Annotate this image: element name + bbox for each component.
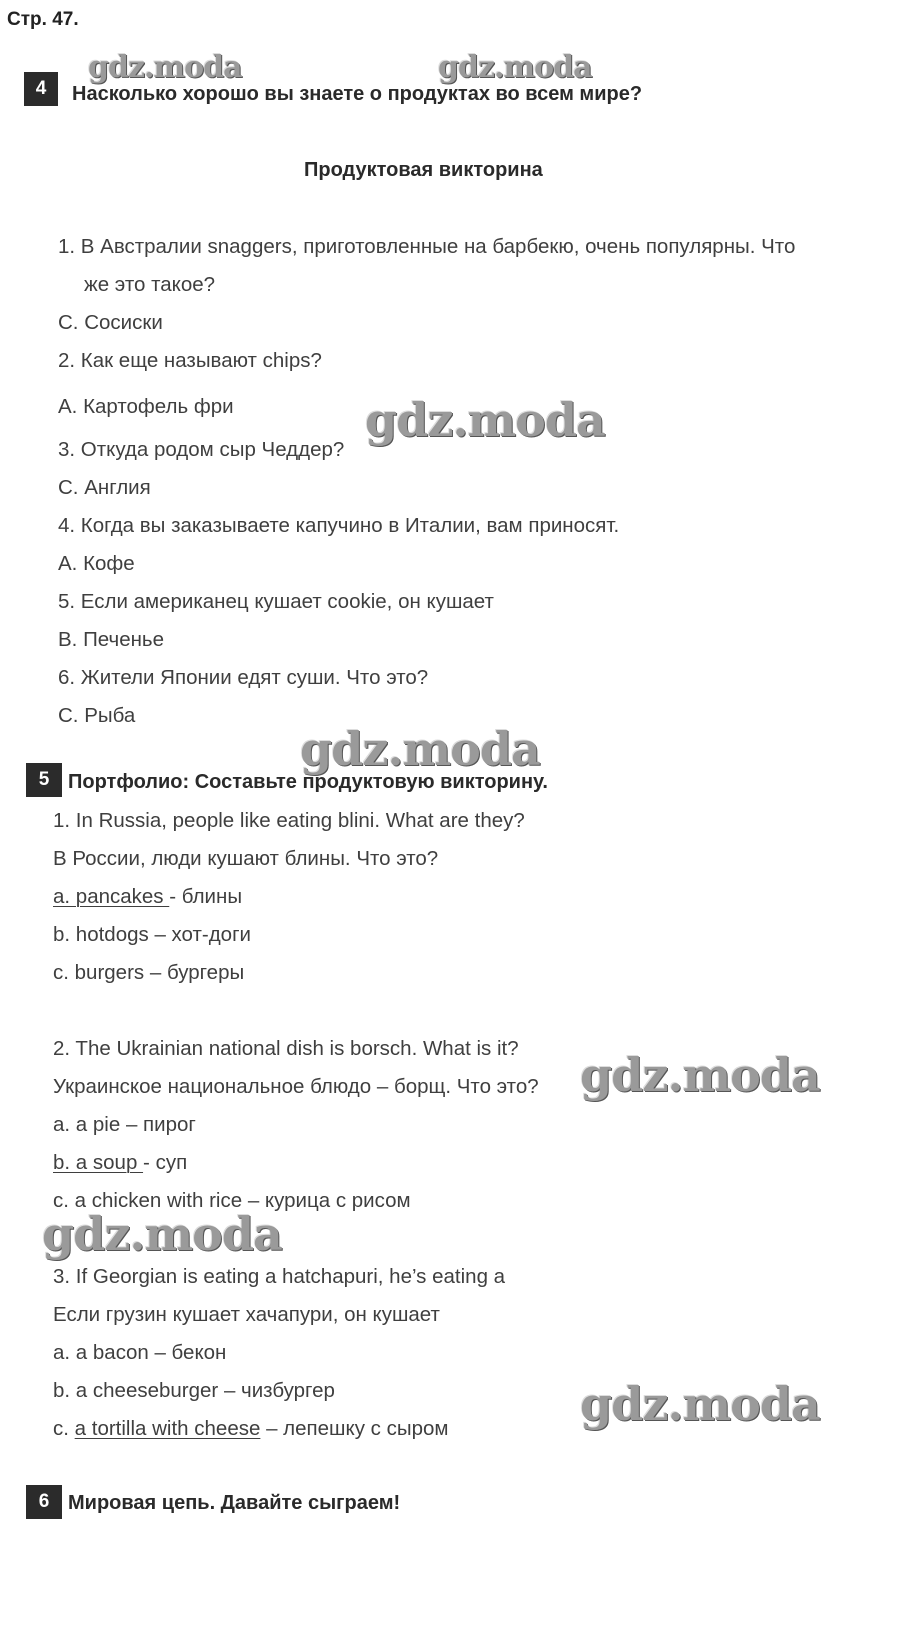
- q3-correct-answer: a tortilla with cheese: [74, 1417, 261, 1440]
- task4-line-1: 1. В Австралии snaggers, приготовленные на барбекю, очень популярны. Что: [58, 235, 796, 258]
- task4-answer-6: С. Рыба: [58, 704, 136, 727]
- task4-answer-3: С. Англия: [58, 476, 151, 499]
- watermark: gdz.moda: [300, 722, 540, 776]
- q1-option-a: a. pancakes - блины: [53, 885, 243, 908]
- watermark: gdz.moda: [42, 1207, 282, 1261]
- task4-question-2: 2. Как еще называют chips?: [58, 349, 322, 372]
- q1-question: 1. In Russia, people like eating blini. What are they?: [53, 809, 525, 832]
- task4-answer-2: А. Картофель фри: [58, 395, 234, 418]
- q2-option-c: c. a chicken with rice – курица с рисом: [53, 1189, 411, 1212]
- q3-option-a: a. a bacon – бекон: [53, 1341, 227, 1364]
- task4-question-4: 4. Когда вы заказываете капучино в Италии, вам приносят.: [58, 514, 620, 537]
- task-6-title: Мировая цепь. Давайте сыграем!: [68, 1492, 401, 1514]
- q2-correct-answer: b. a soup: [53, 1151, 144, 1174]
- watermark: gdz.moda: [365, 393, 605, 447]
- q1-option-b: b. hotdogs – хот-доги: [53, 923, 252, 946]
- page-number: Стр. 47.: [7, 9, 79, 30]
- q1-translation: В России, люди кушают блины. Что это?: [53, 847, 439, 870]
- watermark: gdz.moda: [580, 1048, 820, 1102]
- q3-translation: Если грузин кушает хачапури, он кушает: [53, 1303, 440, 1326]
- task-4-badge: 4: [24, 72, 58, 106]
- task-5-badge: 5: [26, 763, 62, 797]
- q2-option-b: b. a soup - суп: [53, 1151, 188, 1174]
- q2-question: 2. The Ukrainian national dish is borsch. What is it?: [53, 1037, 519, 1060]
- task-5-title: Портфолио: Составьте продуктовую викторину.: [68, 771, 548, 793]
- task4-question-3: 3. Откуда родом сыр Чеддер?: [58, 438, 345, 461]
- q2-translation: Украинское национальное блюдо – борщ. Что это?: [53, 1075, 539, 1098]
- task4-answer-5: В. Печенье: [58, 628, 165, 651]
- q3-question: 3. If Georgian is eating a hatchapuri, he’s eating a: [53, 1265, 506, 1288]
- watermark: gdz.moda: [88, 50, 242, 85]
- task4-line-2: же это такое?: [84, 273, 216, 296]
- watermark: gdz.moda: [438, 50, 592, 85]
- q3-option-b: b. a cheeseburger – чизбургер: [53, 1379, 335, 1402]
- q2-option-a: a. a pie – пирог: [53, 1113, 196, 1136]
- watermark: gdz.moda: [580, 1377, 820, 1431]
- task-4-title: Насколько хорошо вы знаете о продуктах во всем мире?: [72, 83, 643, 105]
- task4-question-6: 6. Жители Японии едят суши. Что это?: [58, 666, 429, 689]
- q3-option-c: c. a tortilla with cheese – лепешку с сыром: [53, 1417, 449, 1440]
- q1-option-c: c. burgers – бургеры: [53, 961, 245, 984]
- task-6-badge: 6: [26, 1485, 62, 1519]
- task4-answer-4: А. Кофе: [58, 552, 135, 575]
- task4-question-5: 5. Если американец кушает cookie, он кушает: [58, 590, 494, 613]
- quiz-title: Продуктовая викторина: [304, 159, 543, 181]
- q1-correct-answer: a. pancakes: [53, 885, 170, 908]
- task4-answer-1: С. Сосиски: [58, 311, 163, 334]
